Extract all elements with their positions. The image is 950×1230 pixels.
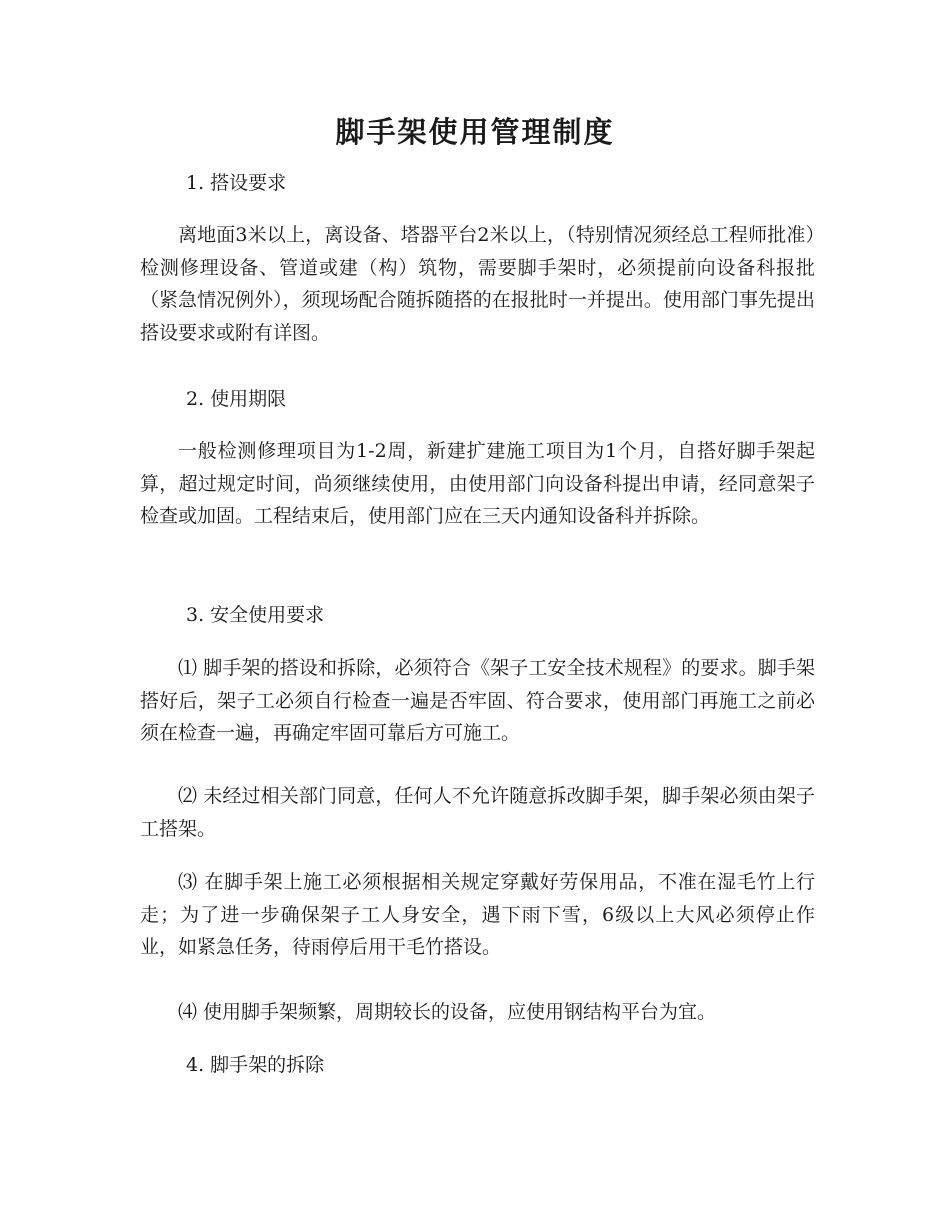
section-1-body (140, 219, 815, 349)
paragraph: ⑴ 脚手架的搭设和拆除，必须符合《架子工安全技术规程》的要求。脚手架搭好后，架子工必须自行检查一遍是否牢固、符合要求，使用部门再施工之前必须在检查一遍，再确定牢固可靠后方可施工。 (140, 657, 815, 744)
paragraph: 离地面3米以上，离设备、塔器平台2米以上，（特别情况须经总工程师批准）检测修理设备、管道或建（构）筑物，需要脚手架时，必须提前向设备科报批（紧急情况例外），须现场配合随拆随搭的在报批时一并提出。使用部门事先提出搭设要求或附有详图。 (140, 224, 815, 344)
paragraph: ⑵ 未经过相关部门同意，任何人不允许随意拆改脚手架，脚手架必须由架子工搭架。 (140, 785, 815, 840)
section-3-para-3 (140, 866, 815, 964)
section-heading-1: 1. 搭设要求 (186, 172, 287, 194)
section-3-para-2 (140, 780, 815, 845)
paragraph: ⑶ 在脚手架上施工必须根据相关规定穿戴好劳保用品，不准在湿毛竹上行走；为了进一步确保架子工人身安全，遇下雨下雪，6级以上大风必须停止作业，如紧急任务，待雨停后用干毛竹搭设。 (140, 871, 815, 958)
section-heading-2: 2. 使用期限 (186, 388, 287, 410)
section-heading-4: 4. 脚手架的拆除 (186, 1054, 325, 1076)
paragraph: 一般检测修理项目为1-2周，新建扩建施工项目为1个月，自搭好脚手架起算，超过规定时间，尚须继续使用，由使用部门向设备科提出申请，经同意架子检查或加固。工程结束后，使用部门应在三天内通知设备科并拆除。 (140, 440, 815, 527)
section-2-body (140, 435, 815, 533)
section-heading-3: 3. 安全使用要求 (186, 604, 325, 626)
paragraph: ⑷ 使用脚手架频繁，周期较长的设备，应使用钢结构平台为宜。 (178, 1001, 717, 1023)
document-title: 脚手架使用管理制度 (335, 115, 615, 149)
section-3-para-4 (140, 996, 815, 1029)
section-3-para-1 (140, 652, 815, 750)
